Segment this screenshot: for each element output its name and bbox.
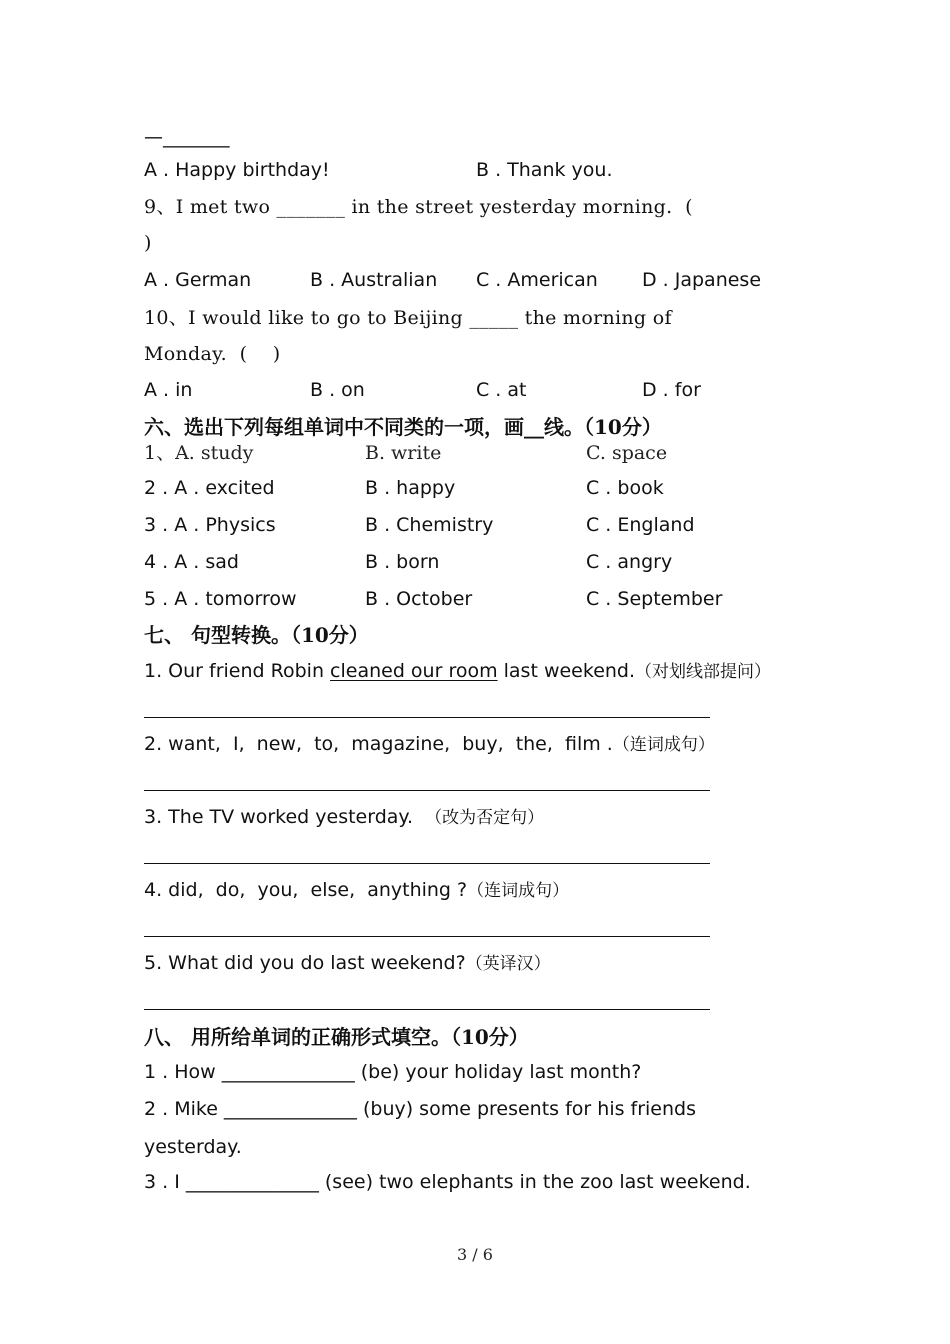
q10-option-d: D . for — [642, 379, 701, 401]
s6-row2-a: 2 . A . excited — [144, 477, 275, 499]
s6-row3-a: 3 . A . Physics — [144, 514, 276, 536]
s7-answer-line-2[interactable] — [144, 790, 710, 791]
s7-answer-line-5[interactable] — [144, 1009, 710, 1010]
page-number: 3 / 6 — [457, 1245, 493, 1264]
s7-item2-note: （连词成句） — [612, 735, 715, 755]
s7-item3 — [144, 808, 544, 827]
s8-item3: 3 . I ______________ (see) two elephants in the zoo last weekend. — [144, 1171, 751, 1193]
s7-item5 — [144, 954, 551, 973]
s8-item2-cont: yesterday. — [144, 1136, 242, 1158]
section8-title: 八、 用所给单词的正确形式填空。（10分） — [144, 1025, 529, 1049]
q9-question: 9、I met two _______ in the street yesterday morning. ( — [144, 196, 693, 218]
s7-item4-text: 4. did, do, you, else, anything ? — [144, 879, 468, 901]
q9-option-c: C . American — [476, 269, 598, 291]
q10-option-c: C . at — [476, 379, 527, 401]
s7-item2 — [144, 735, 715, 754]
section7-title: 七、 句型转换。（10分） — [144, 623, 369, 647]
s7-item1-post: last weekend. — [497, 660, 636, 682]
s7-answer-line-4[interactable] — [144, 936, 710, 937]
q10-option-b: B . on — [310, 379, 365, 401]
q9-option-b: B . Australian — [310, 269, 438, 291]
s7-item5-text: 5. What did you do last weekend? — [144, 952, 466, 974]
section6-title: 六、选出下列每组单词中不同类的一项，画__线。（10分） — [144, 415, 662, 439]
s6-row1-a: 1、A. study — [144, 442, 254, 464]
q10-option-a: A . in — [144, 379, 193, 401]
q8-option-b: B . Thank you. — [476, 159, 613, 181]
s7-answer-line-3[interactable] — [144, 863, 710, 864]
q9-option-d: D . Japanese — [642, 269, 762, 291]
s7-item4 — [144, 881, 569, 900]
s6-row2-c: C . book — [586, 477, 664, 499]
s6-row3-b: B . Chemistry — [365, 514, 494, 536]
s6-row4-b: B . born — [365, 551, 440, 573]
s7-item4-note: （连词成句） — [467, 881, 570, 901]
s8-item2: 2 . Mike ______________ (buy) some presents for his friends — [144, 1098, 697, 1120]
s7-item1-note: （对划线部提问） — [635, 662, 772, 682]
s6-row5-b: B . October — [365, 588, 473, 610]
s6-row4-c: C . angry — [586, 551, 673, 573]
s6-row5-c: C . September — [586, 588, 723, 610]
s7-item2-text: 2. want, I, new, to, magazine, buy, the, film . — [144, 733, 613, 755]
s6-row5-a: 5 . A . tomorrow — [144, 588, 297, 610]
s7-item3-text: 3. The TV worked yesterday. — [144, 806, 426, 828]
s8-item1: 1 . How ______________ (be) your holiday last month? — [144, 1061, 642, 1083]
s7-answer-line-1[interactable] — [144, 717, 710, 718]
q10-question-cont: Monday. ( ) — [144, 343, 281, 365]
s7-item1-pre: 1. Our friend Robin — [144, 660, 331, 682]
s7-item1-underlined: cleaned our room — [330, 660, 498, 682]
s7-item3-note: （改为否定句） — [425, 808, 545, 828]
s6-row1-c: C. space — [586, 442, 668, 464]
s6-row3-c: C . England — [586, 514, 695, 536]
q8-answer-line: —_______ — [144, 126, 230, 148]
s7-item1 — [144, 662, 771, 681]
s6-row2-b: B . happy — [365, 477, 456, 499]
s6-row1-b: B. write — [365, 442, 442, 464]
q10-question: 10、I would like to go to Beijing _____ the morning of — [144, 307, 672, 329]
s6-row4-a: 4 . A . sad — [144, 551, 239, 573]
q9-option-a: A . German — [144, 269, 252, 291]
s7-item5-note: （英译汉） — [465, 954, 551, 974]
q8-option-a: A . Happy birthday! — [144, 159, 330, 181]
q9-question-cont: ) — [144, 232, 152, 254]
